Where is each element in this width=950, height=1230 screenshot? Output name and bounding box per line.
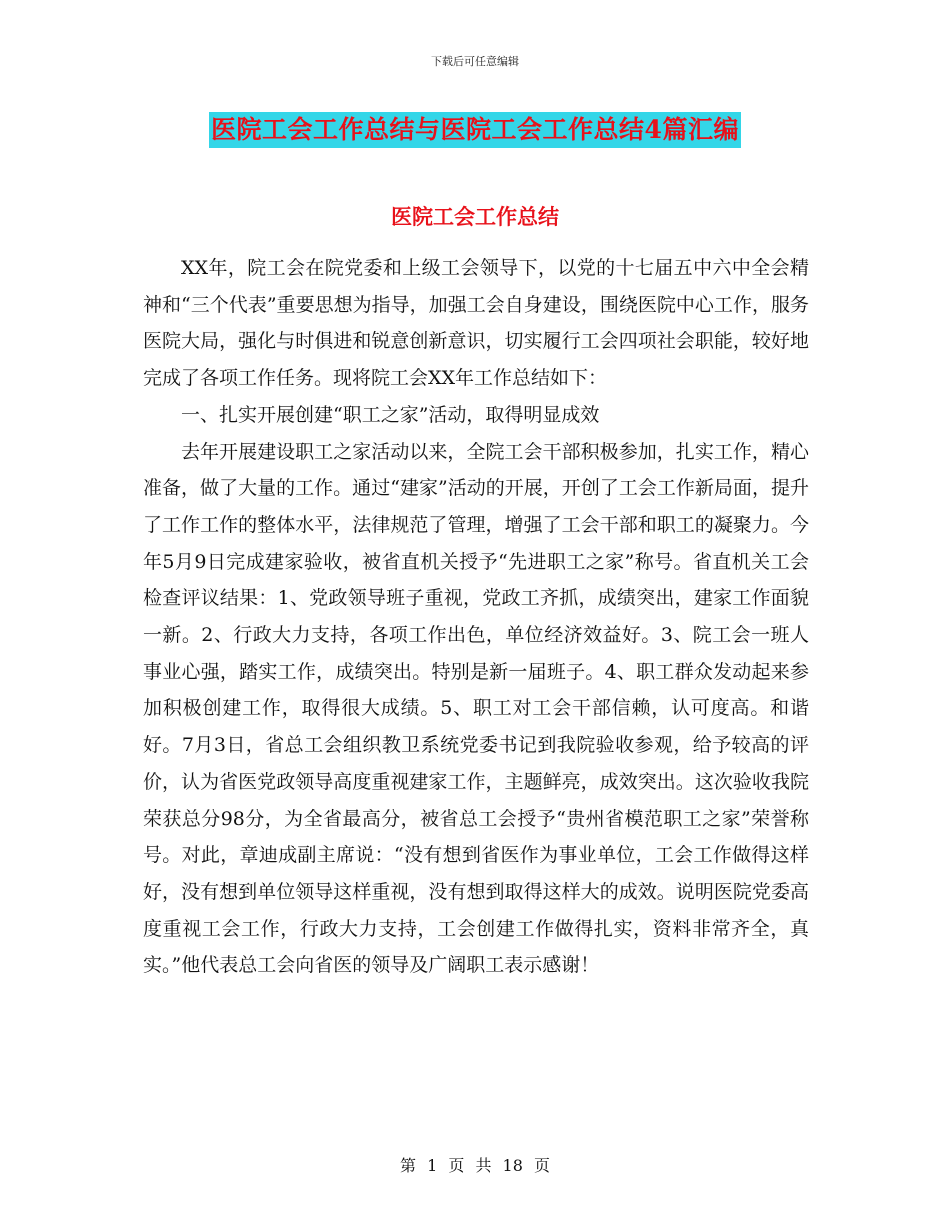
document-title-wrap bbox=[0, 112, 950, 148]
section-title: 医院工会工作总结 bbox=[391, 204, 559, 229]
page-footer: 第 1 页 共 18 页 bbox=[400, 1156, 550, 1175]
document-body bbox=[143, 250, 809, 984]
paragraph-body-1: 去年开展建设职工之家活动以来，全院工会干部积极参加，扎实工作，精心准备，做了大量的工作。通过“建家”活动的开展，开创了工会工作新局面，提升了工作工作的整体水平，法律规范了管理，增强了工会干部和职工的凝聚力。今年5月9日完成建家验收，被省直机关授予“先进职工之家”称号。省直机关工会检查评议结果：1、党政领导班子重视，党政工齐抓，成绩突出，建家工作面貌一新。2、行政大力支持，各项工作出色，单位经济效益好。3、院工会一班人事业心强，踏实工作，成绩突出。特别是新一届班子。4、职工群众发动起来参加积极创建工作，取得很大成绩。5、职工对工会干部信赖，认可度高。和谐好。7月3日，省总工会组织教卫系统党委书记到我院验收参观，给予较高的评价，认为省医党政领导高度重视建家工作，主题鲜亮，成效突出。这次验收我院荣获总分98分，为全省最高分，被省总工会授予“贵州省模范职工之家”荣誉称号。对此，章迪成副主席说：“没有想到省医作为事业单位，工会工作做得这样好，没有想到单位领导这样重视，没有想到取得这样大的成效。说明医院党委高度重视工会工作，行政大力支持，工会创建工作做得扎实，资料非常齐全，真实。”他代表总工会向省医的领导及广阔职工表示感谢！ bbox=[143, 440, 809, 977]
paragraph-heading-1: 一、扎实开展创建“职工之家”活动，取得明显成效 bbox=[181, 403, 600, 426]
header-note: 下载后可任意编辑 bbox=[431, 55, 519, 68]
document-title: 医院工会工作总结与医院工会工作总结4篇汇编 bbox=[209, 112, 741, 148]
paragraph-intro: XX年，院工会在院党委和上级工会领导下，以党的十七届五中六中全会精神和“三个代表”重要思想为指导，加强工会自身建设，围绕医院中心工作，服务医院大局，强化与时俱进和锐意创新意识，切实履行工会四项社会职能，较好地完成了各项工作任务。现将院工会XX年工作总结如下： bbox=[143, 257, 809, 390]
